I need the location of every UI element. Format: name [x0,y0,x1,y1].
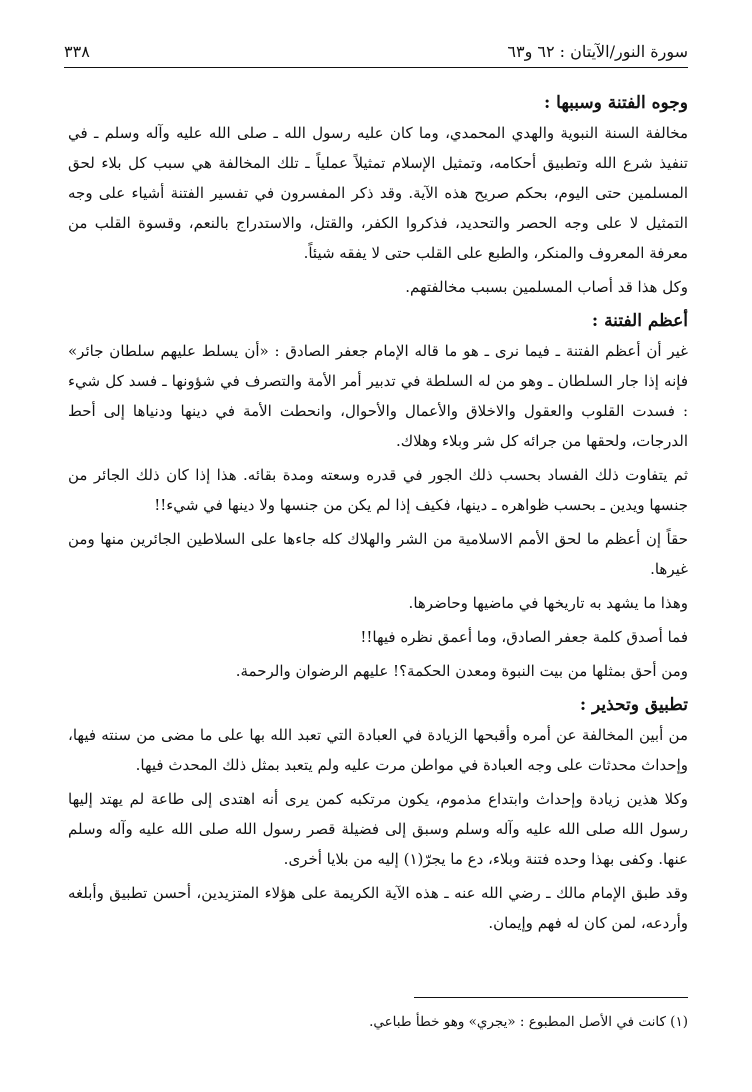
paragraph: ثم يتفاوت ذلك الفساد بحسب ذلك الجور في قدره وسعته ومدة بقائه. هذا إذا كان ذلك الجائر من جنسها ويدين ـ بحسب ظواهره ـ دينها، فكيف إذا لم يكن من جنسها ولا دينها في شيء!! [68,466,688,514]
paragraph: فما أصدق كلمة جعفر الصادق، وما أعمق نظره فيها!! [360,628,688,646]
section-heading: وجوه الفتنة وسببها : [543,93,688,113]
page-header [64,38,688,64]
paragraph: وقد طبق الإمام مالك ـ رضي الله عنه ـ هذه الآية الكريمة على هؤلاء المتزيدين، أحسن تطبيق وأبلغه وأردعه، لمن كان له فهم وإيمان. [68,884,688,932]
paragraph: حقاً إن أعظم ما لحق الأمم الاسلامية من الشر والهلاك كله جاءها على السلاطين الجائرين منها ومن غيرها. [68,530,688,578]
paragraph: ومن أحق بمثلها من بيت النبوة ومعدن الحكمة؟! عليهم الرضوان والرحمة. [235,662,688,680]
page-number: ٣٣٨ [64,41,90,61]
paragraph: من أبين المخالفة عن أمره وأقبحها الزيادة في العبادة التي تعبد الله بها على ما مضى من سنته فيها، وإحداث محدثات على وجه العبادة في مواطن مرت عليه ولم يتعبد بمثل ذلك المحدث فيها. [68,726,688,774]
paragraph: وهذا ما يشهد به تاريخها في ماضيها وحاضرها. [408,594,688,612]
page-body [68,88,688,942]
paragraph: وكل هذا قد أصاب المسلمين بسبب مخالفتهم. [405,278,688,296]
running-title: سورة النور/الآيتان : ٦٢ و٦٣ [507,41,688,61]
section-heading: أعظم الفتنة : [591,311,688,331]
paragraph: وكلا هذين زيادة وإحداث وابتداع مذموم، يكون مرتكبه كمن يرى أنه اهتدى إلى طاعة لم يهتد إليها رسول الله صلى الله عليه وآله وسلم وسبق إلى فضيلة قصر رسول الله صلى الله عليه وآله وسلم عنها. وكفى بهذا وحده فتنة وبلاء، دع ما يجرّ(١) إليه من بلايا أخرى. [68,790,688,868]
section-heading: تطبيق وتحذير : [579,695,688,715]
footnote-divider [414,997,688,998]
footnote: (١) كانت في الأصل المطبوع : «يجري» وهو خطأ طباعي. [369,1014,688,1030]
paragraph: مخالفة السنة النبوية والهدي المحمدي، وما كان عليه رسول الله ـ صلى الله عليه وآله وسلم ـ في تنفيذ شرع الله وتطبيق أحكامه، وتمثيل الإسلام تمثيلاً عملياً ـ تلك المخالفة هي سبب كل بلاء لحق المسلمين حتى اليوم، بحكم صريح هذه الآية. وقد ذكر المفسرون في تفسير الفتنة أشياء على وجه التمثيل لا على وجه الحصر والتحديد، فذكروا الكفر، والقتل، والاستدراج بالنعم، وقسوة القلب من معرفة المعروف والمنكر، والطبع على القلب حتى لا يفقه شيئاً. [68,124,688,262]
header-divider [64,67,688,68]
paragraph: غير أن أعظم الفتنة ـ فيما نرى ـ هو ما قاله الإمام جعفر الصادق : «أن يسلط عليهم سلطان جائر» فإنه إذا جار السلطان ـ وهو من له السلطة في تدبير أمر الأمة والتصرف في شؤونها ـ فسد كل شيء : فسدت القلوب والعقول والاخلاق والأعمال والأحوال، وانحطت الأمة في دينها ودنياها إلى أحط الدرجات، ولحقها من جرائه كل شر وبلاء وهلاك. [68,342,688,450]
